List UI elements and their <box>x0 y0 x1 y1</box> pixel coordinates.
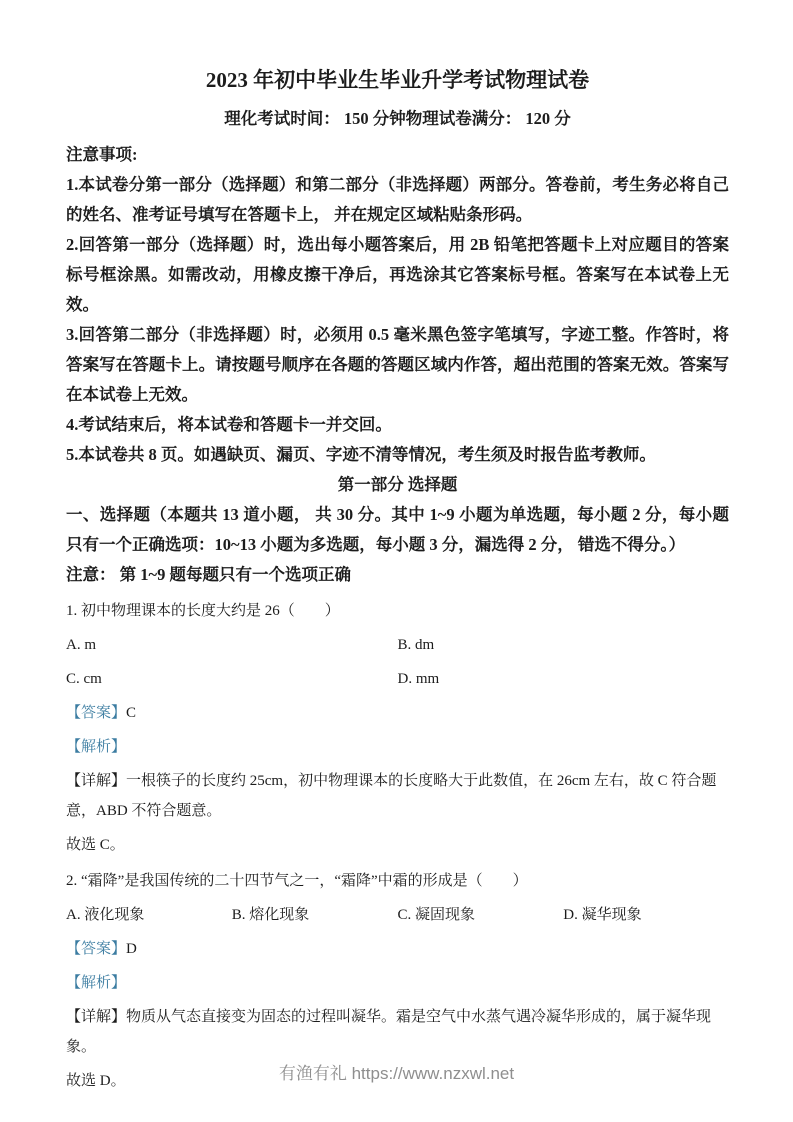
question-2-answer: D <box>126 941 137 957</box>
notice-item-2: 2.回答第一部分（选择题）时，选出每小题答案后，用 2B 铅笔把答题卡上对应题目的答案标号框涂黑。如需改动，用橡皮擦干净后，再选涂其它答案标号框。答案写在本试卷上无效。 <box>66 235 729 314</box>
question-2-conclusion: 故选 D。 <box>66 1073 126 1089</box>
part-one-heading: 第一部分 选择题 <box>337 475 458 494</box>
question-1-detail: 一根筷子的长度约 25cm，初中物理课本的长度略大于此数值，在 26cm 左右，故 C 符合题意，ABD 不符合题意。 <box>66 773 717 819</box>
question-2-option-d: D. 凝华现象 <box>563 907 642 923</box>
section-intro: 一、选择题（本题共 13 道小题， 共 30 分。其中 1~9 小题为单选题，每小题 2 分，每小题只有一个正确选项：10~13 小题为多选题，每小题 3 分，漏选得 2 分， 错选不得分。） <box>66 505 729 554</box>
question-2-option-c: C. 凝固现象 <box>397 907 476 923</box>
question-1-options-row-1 <box>66 630 729 660</box>
detail-label: 【详解】 <box>66 1009 127 1025</box>
question-1-answer: C <box>126 705 137 721</box>
question-1-options-row-2 <box>66 664 729 694</box>
notices-heading: 注意事项: <box>66 145 138 164</box>
question-2-detail-line <box>66 1002 729 1062</box>
question-1-stem: 1. 初中物理课本的长度大约是 26（ ） <box>66 603 340 619</box>
notice-item-1: 1.本试卷分第一部分（选择题）和第二部分（非选择题）两部分。答卷前，考生务必将自己的姓名、准考证号填写在答题卡上， 并在规定区域粘贴条形码。 <box>66 175 729 224</box>
question-1-option-b: B. dm <box>397 637 435 653</box>
answer-label: 【答案】 <box>66 705 127 721</box>
question-2-detail: 物质从气态直接变为固态的过程叫凝华。霜是空气中水蒸气遇冷凝华形成的，属于凝华现象。 <box>66 1009 712 1055</box>
analysis-label: 【解析】 <box>66 975 127 991</box>
question-2-analysis-line <box>66 968 729 998</box>
page-title: 2023 年初中毕业生毕业升学考试物理试卷 <box>205 68 590 92</box>
question-1 <box>66 596 729 860</box>
exam-time-score-subtitle: 理化考试时间： 150 分钟物理试卷满分： 120 分 <box>224 109 571 128</box>
analysis-label: 【解析】 <box>66 739 127 755</box>
question-1-detail-line <box>66 766 729 826</box>
notice-item-5: 5.本试卷共 8 页。如遇缺页、漏页、字迹不清等情况，考生须及时报告监考教师。 <box>66 445 656 464</box>
section-note: 注意： 第 1~9 题每题只有一个选项正确 <box>66 565 351 584</box>
footer-watermark: 有渔有礼 https://www.nzxwl.net <box>278 1064 515 1083</box>
question-1-analysis-line <box>66 732 729 762</box>
question-1-option-d: D. mm <box>397 671 440 687</box>
question-2-answer-line <box>66 934 729 964</box>
question-1-answer-line <box>66 698 729 728</box>
question-2-stem: 2. “霜降”是我国传统的二十四节气之一，“霜降”中霜的形成是（ ） <box>66 873 528 889</box>
question-2-options-row <box>66 900 729 930</box>
detail-label: 【详解】 <box>66 773 127 789</box>
question-2-option-b: B. 熔化现象 <box>231 907 310 923</box>
notice-item-3: 3.回答第二部分（非选择题）时，必须用 0.5 毫米黑色签字笔填写，字迹工整。作答时，将答案写在答题卡上。请按题号顺序在各题的答题区域内作答，超出范围的答案无效。答案写在本试卷上无效。 <box>66 325 729 404</box>
question-2-option-a: A. 液化现象 <box>66 907 145 923</box>
answer-label: 【答案】 <box>66 941 127 957</box>
notice-item-4: 4.考试结束后，将本试卷和答题卡一并交回。 <box>66 415 392 434</box>
question-1-option-a: A. m <box>66 637 96 653</box>
question-1-option-c: C. cm <box>66 671 102 687</box>
question-1-conclusion: 故选 C。 <box>66 837 125 853</box>
